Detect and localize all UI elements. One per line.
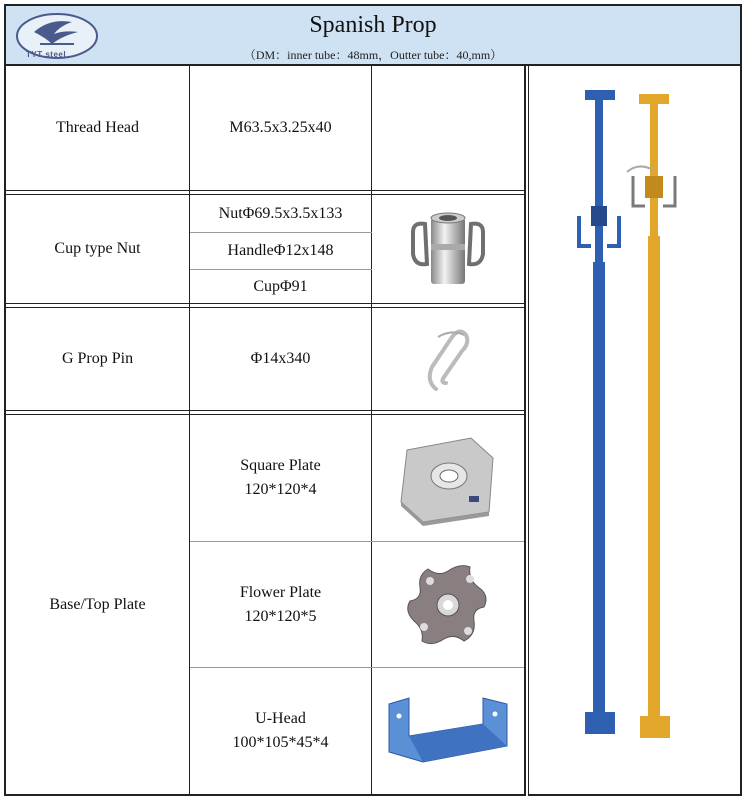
cup-nut-image bbox=[372, 195, 524, 303]
row-g-pin-name: G Prop Pin bbox=[61, 350, 134, 367]
flower-plate-spec bbox=[190, 542, 371, 667]
flower-plate-image bbox=[372, 542, 524, 667]
flower-plate-size: 120*120*5 bbox=[244, 607, 317, 625]
g-pin-image bbox=[372, 308, 524, 410]
row-cup-nut-spec-nut: NutΦ69.5x3.5x133 bbox=[218, 204, 343, 222]
row-base-plate-name: Base/Top Plate bbox=[49, 595, 146, 613]
row-g-pin-spec: Φ14x340 bbox=[250, 350, 311, 367]
flower-plate-label: Flower Plate bbox=[239, 583, 322, 601]
u-head-spec bbox=[190, 668, 371, 794]
u-head-size: 100*105*45*4 bbox=[232, 734, 329, 751]
square-plate-label: Square Plate bbox=[240, 457, 321, 474]
spec-table bbox=[4, 66, 526, 796]
square-plate-image bbox=[372, 415, 524, 541]
u-head-label: U-Head bbox=[255, 710, 306, 727]
prop-illustration bbox=[528, 66, 742, 796]
row-thread-head-spec: M63.5x3.25x40 bbox=[229, 119, 332, 136]
row-cup-nut-name: Cup type Nut bbox=[54, 240, 141, 257]
u-head-image bbox=[372, 668, 524, 794]
square-plate-spec bbox=[190, 415, 371, 541]
header-banner bbox=[4, 4, 742, 66]
page-title: Spanish Prop bbox=[309, 12, 437, 38]
row-cup-nut-spec-handle: HandleΦ12x148 bbox=[227, 242, 334, 259]
yellow-prop-image bbox=[627, 94, 675, 738]
logo-text: TYT steel bbox=[26, 50, 67, 59]
page-subtitle: （DM：inner tube：48mm，Outter tube：40,mm） bbox=[243, 48, 503, 62]
row-cup-nut-spec-cup: CupΦ91 bbox=[253, 277, 308, 295]
blue-prop-image bbox=[579, 90, 619, 734]
square-plate-size: 120*120*4 bbox=[244, 481, 317, 498]
row-thread-head-name: Thread Head bbox=[55, 119, 140, 136]
row-thread-head-image bbox=[372, 66, 524, 190]
